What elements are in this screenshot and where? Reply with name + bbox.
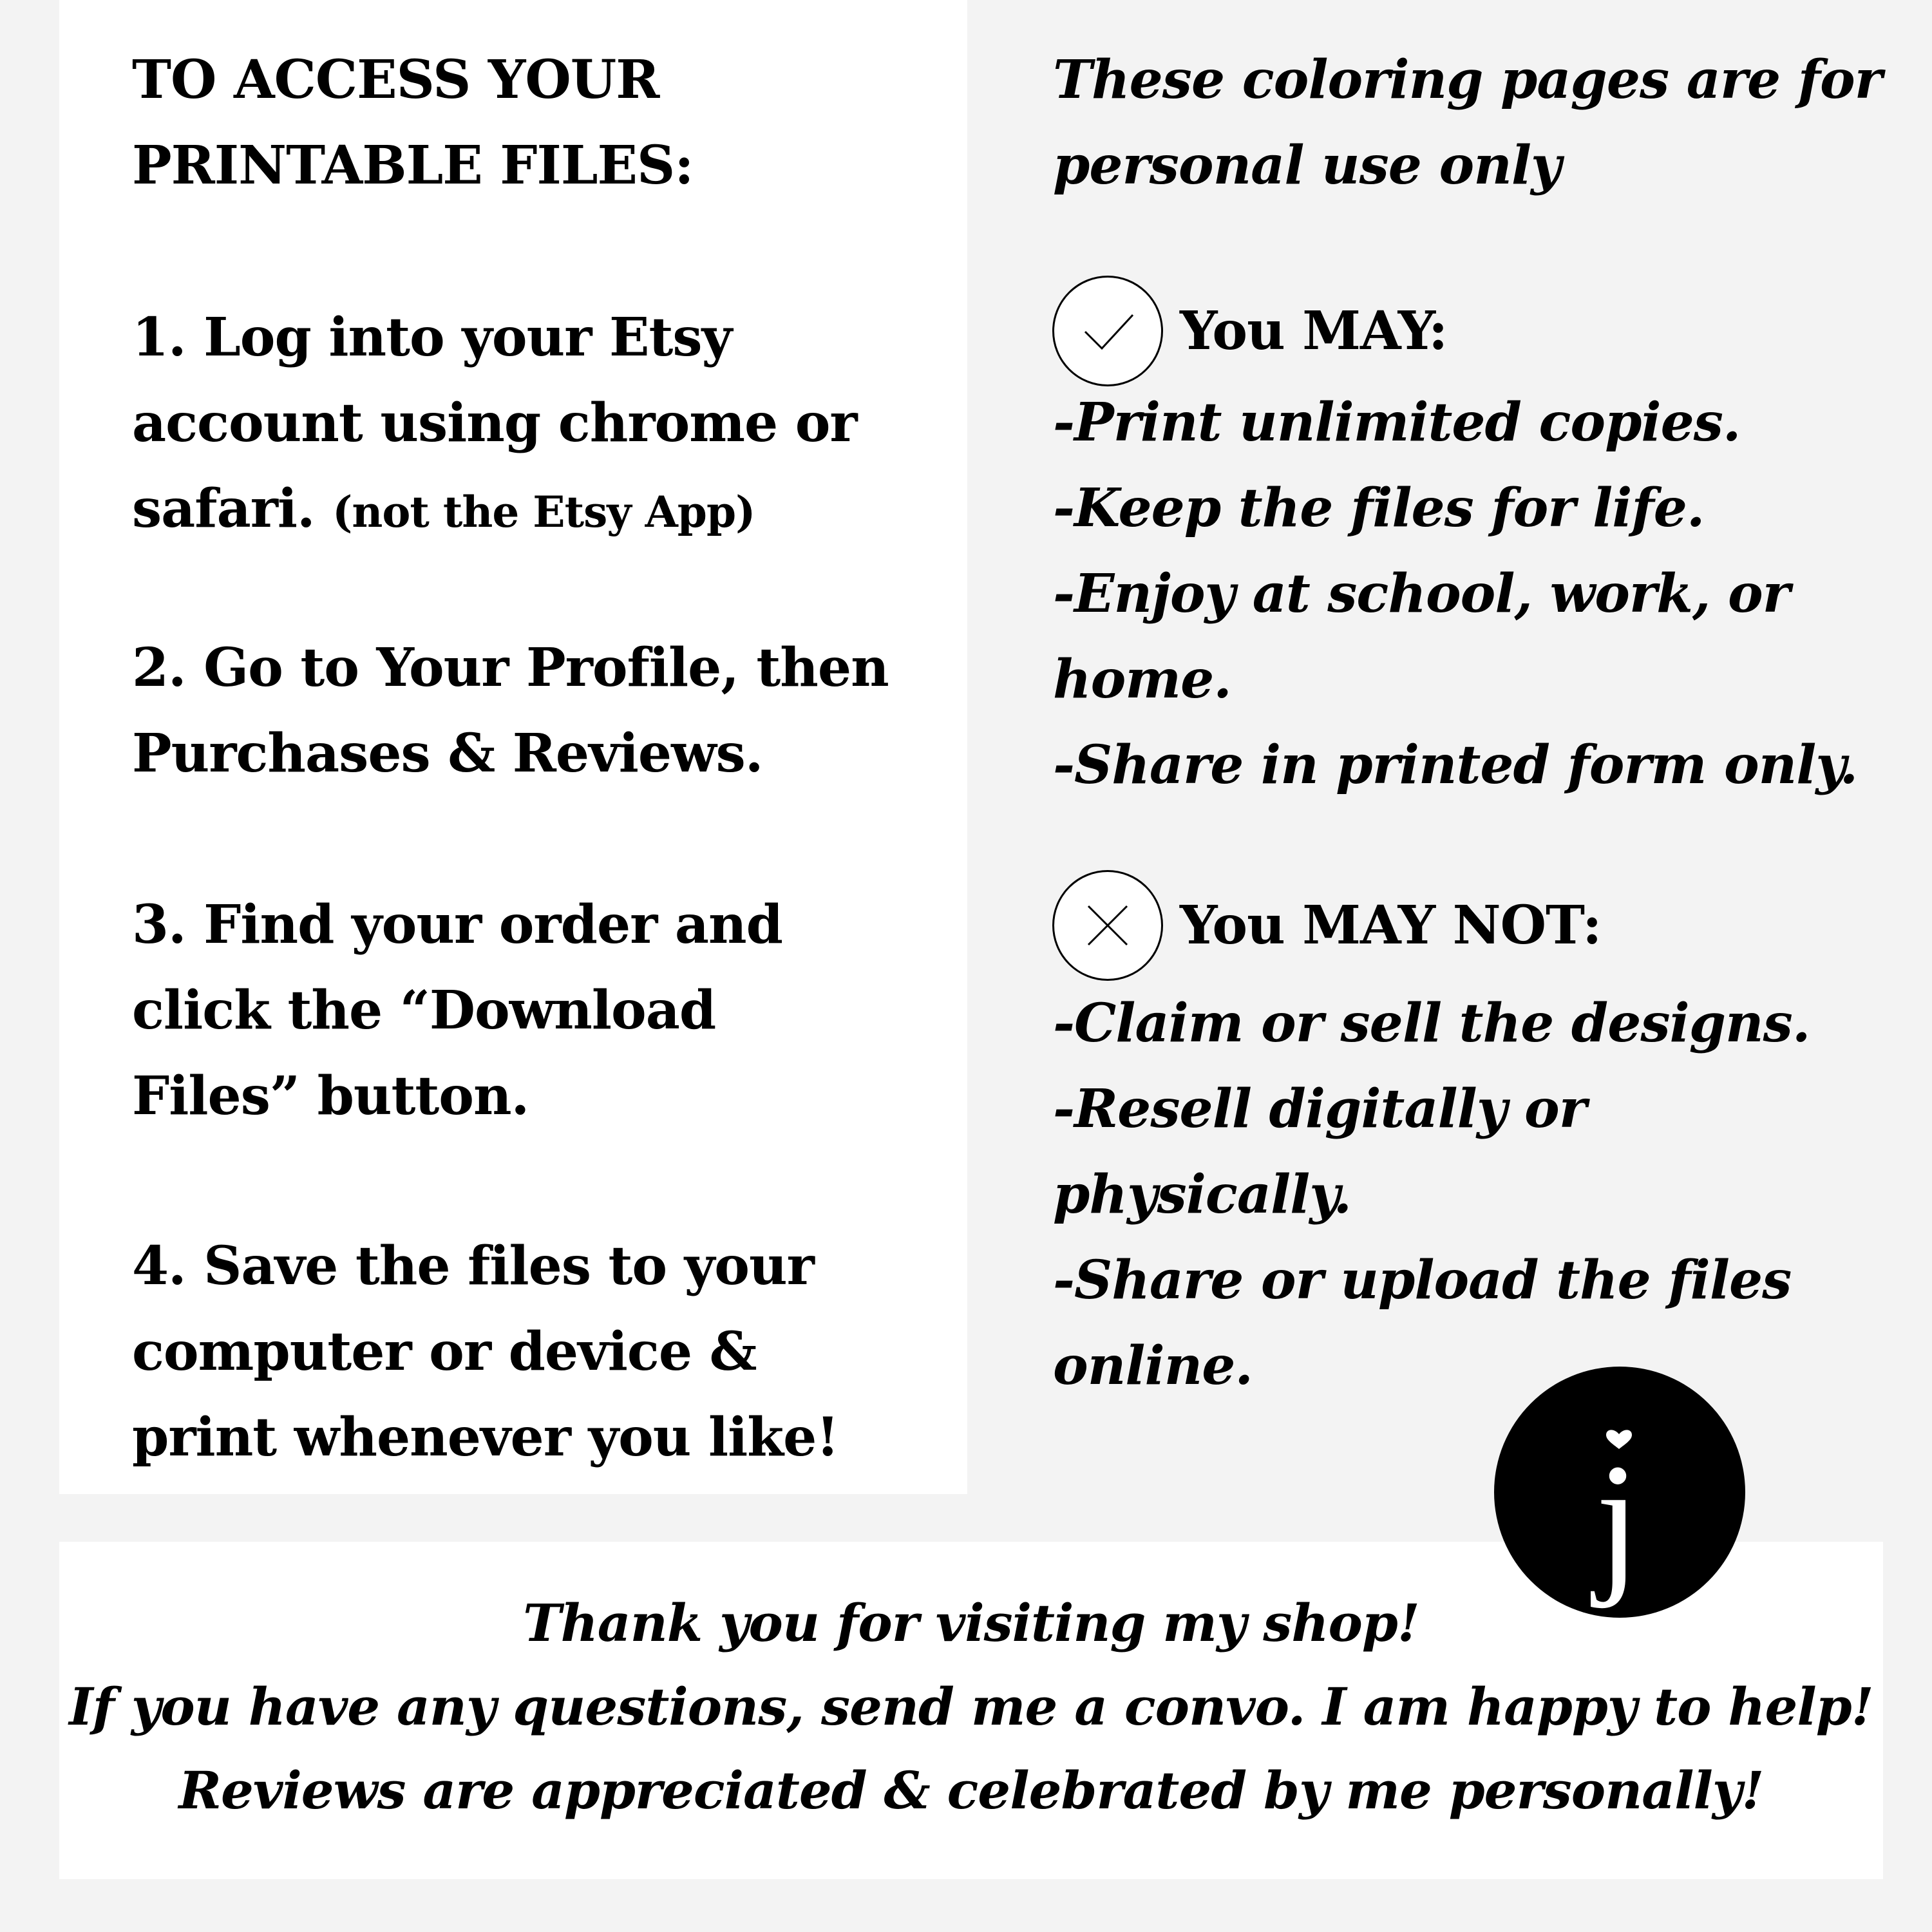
step-4 bbox=[132, 1224, 956, 1481]
step-2 bbox=[132, 625, 956, 797]
may-label: You MAY: bbox=[1180, 300, 1448, 362]
check-icon bbox=[1052, 276, 1163, 386]
list-item: -Share or upload the files bbox=[1053, 1249, 1792, 1311]
may-list bbox=[1053, 380, 1922, 808]
step-line: 3. Find your order and bbox=[132, 894, 782, 956]
list-item: -Share in printed form only. bbox=[1053, 734, 1858, 796]
step-line: click the “Download bbox=[132, 980, 716, 1041]
instructions-heading bbox=[132, 37, 956, 209]
list-item: online. bbox=[1053, 1335, 1253, 1397]
message-line: Reviews are appreciated & celebrated by me personally! bbox=[178, 1760, 1764, 1821]
step-line: computer or device & bbox=[132, 1321, 757, 1383]
list-item: -Print unlimited copies. bbox=[1053, 392, 1741, 453]
list-item: home. bbox=[1053, 649, 1231, 710]
step-line: 1. Log into your Etsy bbox=[132, 307, 732, 368]
message-line: Thank you for visiting my shop! bbox=[523, 1593, 1419, 1653]
step-3 bbox=[132, 882, 956, 1139]
may-not-label: You MAY NOT: bbox=[1180, 895, 1602, 956]
step-line: Files” button. bbox=[132, 1065, 529, 1127]
may-not-heading bbox=[1052, 870, 1601, 981]
intro-line: These coloring pages are for bbox=[1053, 49, 1882, 111]
list-item: -Resell digitally or bbox=[1053, 1078, 1586, 1140]
shop-logo bbox=[1494, 1367, 1745, 1618]
step-line bbox=[132, 466, 956, 552]
intro-line: personal use only bbox=[1053, 135, 1561, 196]
step-line: account using chrome or bbox=[132, 392, 857, 454]
list-item: physically. bbox=[1053, 1164, 1352, 1226]
usage-intro bbox=[1053, 37, 1922, 209]
thank-you-message bbox=[59, 1581, 1883, 1832]
step-line: 4. Save the files to your bbox=[132, 1235, 814, 1297]
message-line: If you have any questions, send me a convo. I am happy to help! bbox=[69, 1676, 1873, 1737]
heading-line: PRINTABLE FILES: bbox=[132, 135, 694, 196]
step-line: print whenever you like! bbox=[132, 1406, 839, 1468]
step-note: (not the Etsy App) bbox=[332, 487, 755, 537]
heading-line: TO ACCESS YOUR bbox=[132, 49, 659, 111]
x-icon bbox=[1052, 870, 1163, 981]
logo-letter: j bbox=[1595, 1431, 1640, 1609]
list-item: -Enjoy at school, work, or bbox=[1053, 563, 1790, 625]
step-line: 2. Go to Your Profile, then bbox=[132, 637, 889, 699]
step-1 bbox=[132, 295, 956, 552]
step-line: Purchases & Reviews. bbox=[132, 723, 763, 784]
may-heading bbox=[1052, 276, 1447, 386]
list-item: -Claim or sell the designs. bbox=[1053, 992, 1810, 1054]
may-not-list bbox=[1053, 981, 1922, 1409]
step-text: safari. bbox=[132, 478, 315, 540]
list-item: -Keep the files for life. bbox=[1053, 477, 1705, 539]
